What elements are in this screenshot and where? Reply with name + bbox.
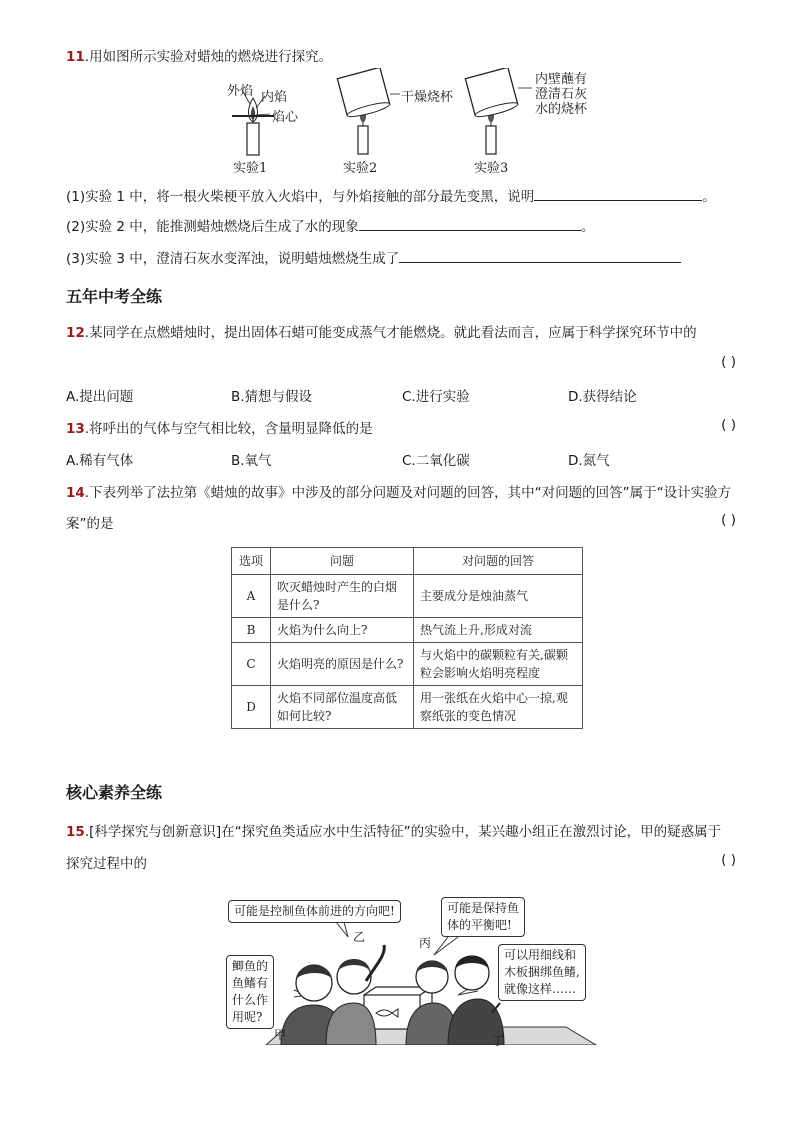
label-bing: 丙 <box>419 936 432 950</box>
table-row <box>232 643 583 686</box>
q11-sub2: (2)实验 2 中，能推测蜡烛燃烧后生成了水的现象 。 <box>66 215 594 235</box>
q13-option-a[interactable]: A.稀有气体 <box>66 453 134 469</box>
q11-number: 11 <box>66 49 85 65</box>
label-yi: 乙 <box>353 930 366 944</box>
table-header-row <box>232 548 583 575</box>
cell-question: 火焰为什么向上? <box>271 618 414 643</box>
cell-option: B <box>232 618 271 643</box>
cell-answer: 主要成分是烛油蒸气 <box>414 575 583 618</box>
experiment-3-drawing <box>465 68 532 154</box>
q13-answer-paren[interactable]: ( ) <box>721 417 736 433</box>
speech-bubble-bing: 可能是保持鱼 体的平衡吧! <box>441 897 525 937</box>
label-jia: 甲 <box>274 1028 287 1042</box>
cell-answer: 用一张纸在火焰中心一掠,观察纸张的变色情况 <box>414 686 583 729</box>
q14-number: 14 <box>66 485 85 501</box>
speech-bubble-jia: 鲫鱼的 鱼鳍有 什么作 用呢? <box>226 955 274 1029</box>
table-row <box>232 686 583 729</box>
header-option: 选项 <box>232 548 271 575</box>
q13-number: 13 <box>66 421 85 437</box>
q11-sub1: (1)实验 1 中，将一根火柴梗平放入火焰中，与外焰接触的部分最先变黑，说明 。 <box>66 185 716 205</box>
q13-stem: 13.将呼出的气体与空气相比较，含量明显降低的是 <box>66 421 373 437</box>
cell-question: 火焰不同部位温度高低如何比较? <box>271 686 414 729</box>
label-experiment-1: 实验1 <box>233 161 268 176</box>
experiment-2-drawing <box>337 68 400 154</box>
speech-bubble-yi: 可能是控制鱼体前进的方向吧! <box>228 900 401 923</box>
table-row <box>232 575 583 618</box>
q12-stem: 12.某同学在点燃蜡烛时，提出固体石蜡可能变成蒸气才能燃烧。就此看法而言，应属于科学探究环节中的 <box>66 325 697 341</box>
q12-option-a[interactable]: A.提出问题 <box>66 389 134 405</box>
q14-answer-paren[interactable]: ( ) <box>721 512 736 528</box>
section-title-exam: 五年中考全练 <box>66 287 163 306</box>
header-answer: 对问题的回答 <box>414 548 583 575</box>
q15-number: 15 <box>66 824 85 840</box>
label-inner-flame: 内焰 <box>261 90 288 105</box>
q12-option-c[interactable]: C.进行实验 <box>402 389 470 405</box>
q13-option-b[interactable]: B.氧气 <box>231 453 272 469</box>
speech-bubble-ding: 可以用细线和 木板捆绑鱼鳍, 就像这样…… <box>498 944 586 1001</box>
q13-option-d[interactable]: D.氮气 <box>568 453 610 469</box>
table-row <box>232 618 583 643</box>
q14-stem-line2: 案”的是 <box>66 516 114 532</box>
q12-answer-paren[interactable]: ( ) <box>721 354 736 370</box>
cell-answer: 与火焰中的碳颗粒有关,碳颗粒会影响火焰明亮程度 <box>414 643 583 686</box>
label-experiment-2: 实验2 <box>343 161 378 176</box>
cell-option: D <box>232 686 271 729</box>
label-experiment-3: 实验3 <box>474 161 509 176</box>
cell-question: 火焰明亮的原因是什么? <box>271 643 414 686</box>
section-title-core: 核心素养全练 <box>66 783 163 802</box>
q13-option-c[interactable]: C.二氧化碳 <box>402 453 470 469</box>
q12-number: 12 <box>66 325 85 341</box>
answer-blank[interactable] <box>359 216 581 231</box>
q11-sub3: (3)实验 3 中，澄清石灰水变浑浊，说明蜡烛燃烧生成了 <box>66 247 681 267</box>
answer-blank[interactable] <box>399 248 681 263</box>
q14-stem-line1: 14.下表列举了法拉第《蜡烛的故事》中涉及的部分问题及对问题的回答，其中“对问题的回答”属于“设计实验方 <box>66 485 732 501</box>
q12-option-b[interactable]: B.猜想与假设 <box>231 389 313 405</box>
q14-table <box>231 547 583 729</box>
header-question: 问题 <box>271 548 414 575</box>
label-ding: 丁 <box>492 1034 505 1048</box>
label-limewater-beaker: 内壁蘸有 澄清石灰 水的烧杯 <box>535 72 588 117</box>
label-outer-flame: 外焰 <box>227 84 254 99</box>
cell-option: C <box>232 643 271 686</box>
q15-stem-line1: 15.[科学探究与创新意识]在“探究鱼类适应水中生活特征”的实验中，某兴趣小组正在激烈讨论，甲的疑惑属于 <box>66 824 722 840</box>
q15-answer-paren[interactable]: ( ) <box>721 852 736 868</box>
cell-answer: 热气流上升,形成对流 <box>414 618 583 643</box>
q12-option-d[interactable]: D.获得结论 <box>568 389 637 405</box>
cell-question: 吹灭蜡烛时产生的白烟是什么? <box>271 575 414 618</box>
answer-blank[interactable] <box>534 186 702 201</box>
cell-option: A <box>232 575 271 618</box>
label-flame-core: 焰心 <box>272 110 299 125</box>
q11-stem: 11.用如图所示实验对蜡烛的燃烧进行探究。 <box>66 49 333 65</box>
label-dry-beaker: 干燥烧杯 <box>401 90 454 105</box>
q15-stem-line2: 探究过程中的 <box>66 856 147 872</box>
